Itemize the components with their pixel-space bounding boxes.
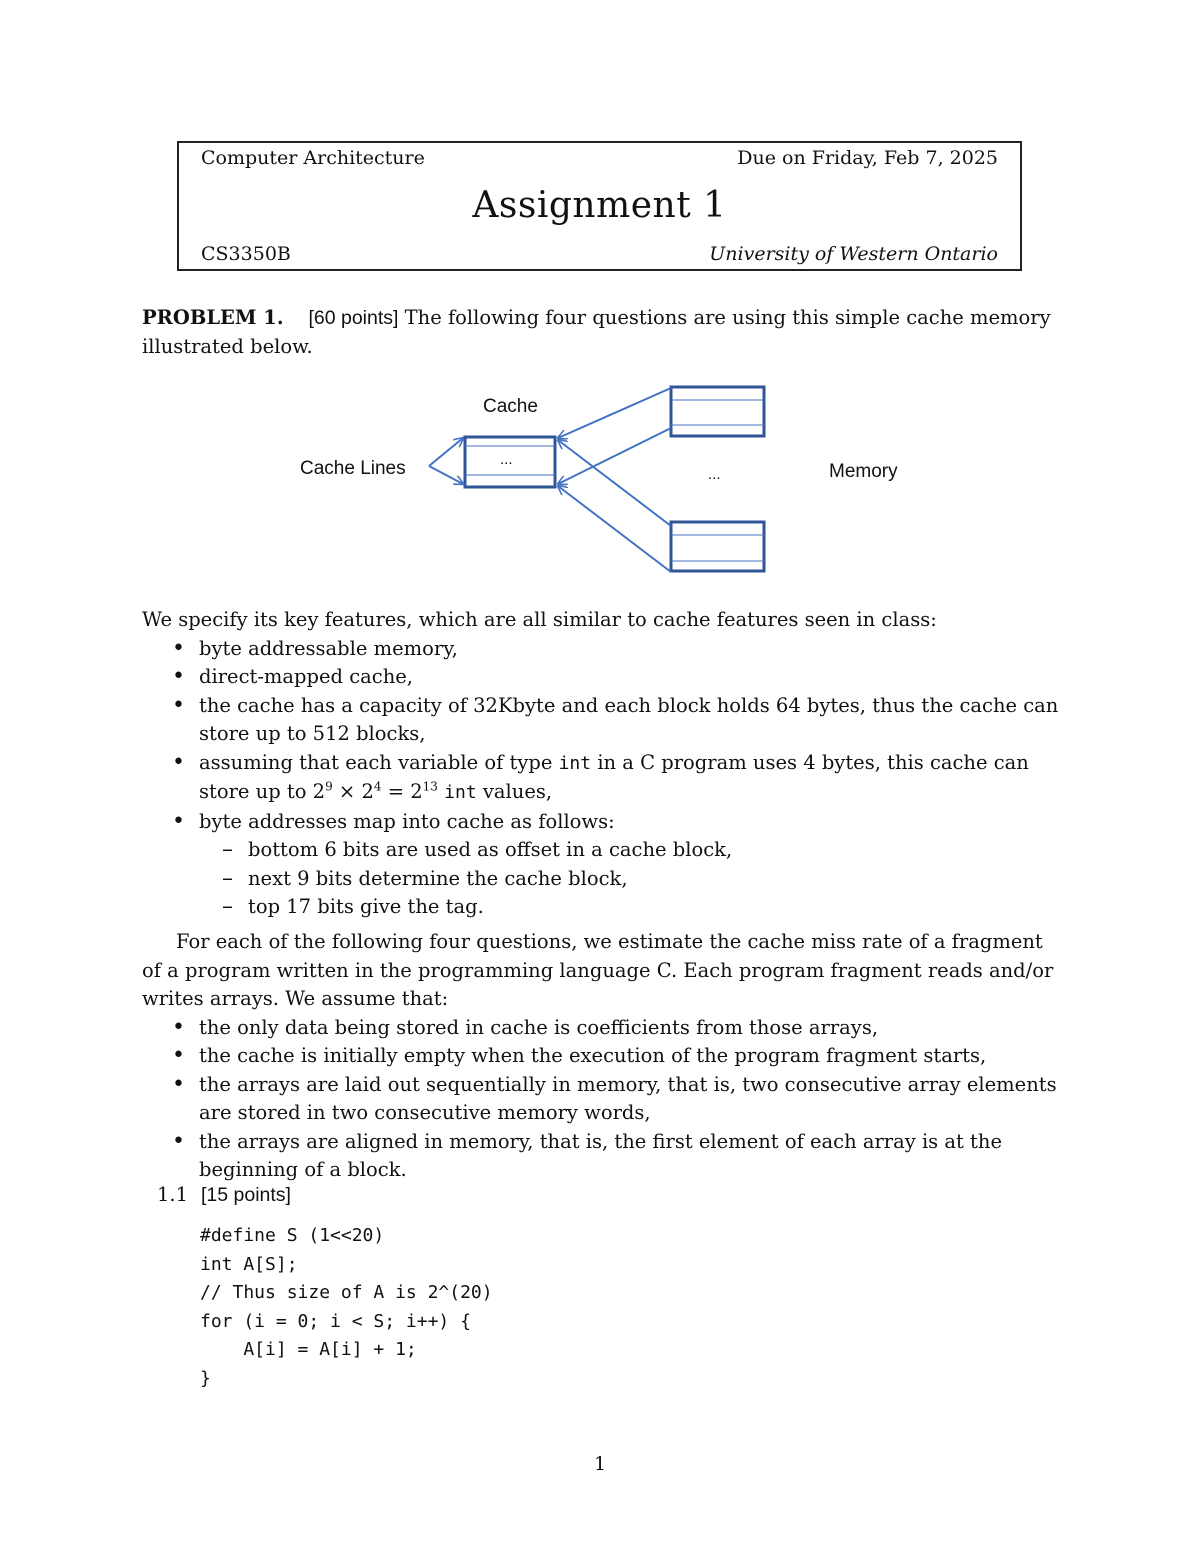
course-code: CS3350B [201, 243, 291, 265]
cache-diagram [290, 380, 930, 580]
cache-lines-label: Cache Lines [300, 458, 406, 479]
code-listing: #define S (1<<20) int A[S]; // Thus size of A is 2^(20) for (i = 0; i < S; i++) { A[i] = A[i] + 1; } [200, 1225, 493, 1389]
item-text: = 2 [381, 780, 423, 803]
memory-ellipsis: ... [708, 466, 721, 483]
list-item: • the arrays are aligned in memory, that is, the first element of each array is at the beginning of a block. [142, 1128, 1060, 1185]
sub-list-item: – top 17 bits give the tag. [142, 893, 1060, 922]
item-text: values, [482, 780, 553, 803]
list-item [142, 749, 1060, 808]
address-mapping-list [142, 836, 1060, 922]
list-item [142, 808, 1060, 922]
course-name: Computer Architecture [201, 147, 425, 169]
question-number: 1.1 [157, 1183, 189, 1206]
features-section [142, 606, 1060, 922]
memory-mapping-arrows [558, 388, 671, 572]
item-text: in a C program uses 4 bytes, this cache can store up to 2 [199, 750, 1029, 803]
university-name: University of Western Ontario [709, 243, 998, 265]
item-text: assuming that each variable of type [199, 750, 553, 774]
list-item: • the arrays are laid out sequentially in memory, that is, two consecutive array elements are stored in two consecutive memory words, [142, 1071, 1060, 1128]
assumptions-list [142, 1014, 1060, 1185]
memory-label: Memory [829, 461, 898, 482]
code-keyword: int [558, 752, 592, 774]
cache-block [465, 437, 555, 487]
problem-text: The following four questions are using this simple cache memory illustrated below. [142, 306, 1051, 358]
exponent: 9 [325, 779, 333, 794]
list-item: • the cache is initially empty when the execution of the program fragment starts, [142, 1042, 1060, 1071]
item-text: × 2 [332, 780, 374, 803]
features-list [142, 635, 1060, 922]
exponent: 4 [373, 779, 382, 794]
sub-list-item: – bottom 6 bits are used as offset in a cache block, [142, 836, 1060, 865]
list-item: • the only data being stored in cache is coefficients from those arrays, [142, 1014, 1060, 1043]
features-intro: We specify its key features, which are all similar to cache features seen in class: [142, 608, 937, 631]
memory-block-top [671, 387, 764, 436]
question-points: [15 points] [201, 1184, 291, 1206]
cache-line-arrows [429, 438, 463, 484]
question-heading [157, 1183, 291, 1207]
cache-label: Cache [483, 396, 538, 417]
assumptions-section [142, 928, 1060, 1185]
problem-intro [142, 304, 1060, 361]
page-number: 1 [593, 1453, 607, 1475]
sub-list-item: – next 9 bits determine the cache block, [142, 865, 1060, 894]
exponent: 13 [422, 779, 438, 794]
memory-block-bottom [671, 522, 764, 571]
page-title: Assignment 1 [472, 185, 727, 226]
problem-points: [60 points] [308, 307, 399, 329]
list-item: • direct-mapped cache, [142, 663, 1060, 692]
code-keyword: int [444, 782, 477, 803]
list-item: • byte addressable memory, [142, 635, 1060, 664]
problem-label: PROBLEM 1. [142, 306, 284, 329]
due-date: Due on Friday, Feb 7, 2025 [737, 147, 998, 169]
assumptions-intro: For each of the following four questions, we estimate the cache miss rate of a fragment of a program written in the programming language C. Each program fragment reads and/or writes arrays. We assume that: [142, 930, 1054, 1010]
item-text: byte addresses map into cache as follows: [199, 809, 615, 833]
assignment-header [177, 141, 1022, 271]
list-item: • the cache has a capacity of 32Kbyte and each block holds 64 bytes, thus the cache can store up to 512 blocks, [142, 692, 1060, 749]
cache-ellipsis: ... [500, 451, 513, 468]
